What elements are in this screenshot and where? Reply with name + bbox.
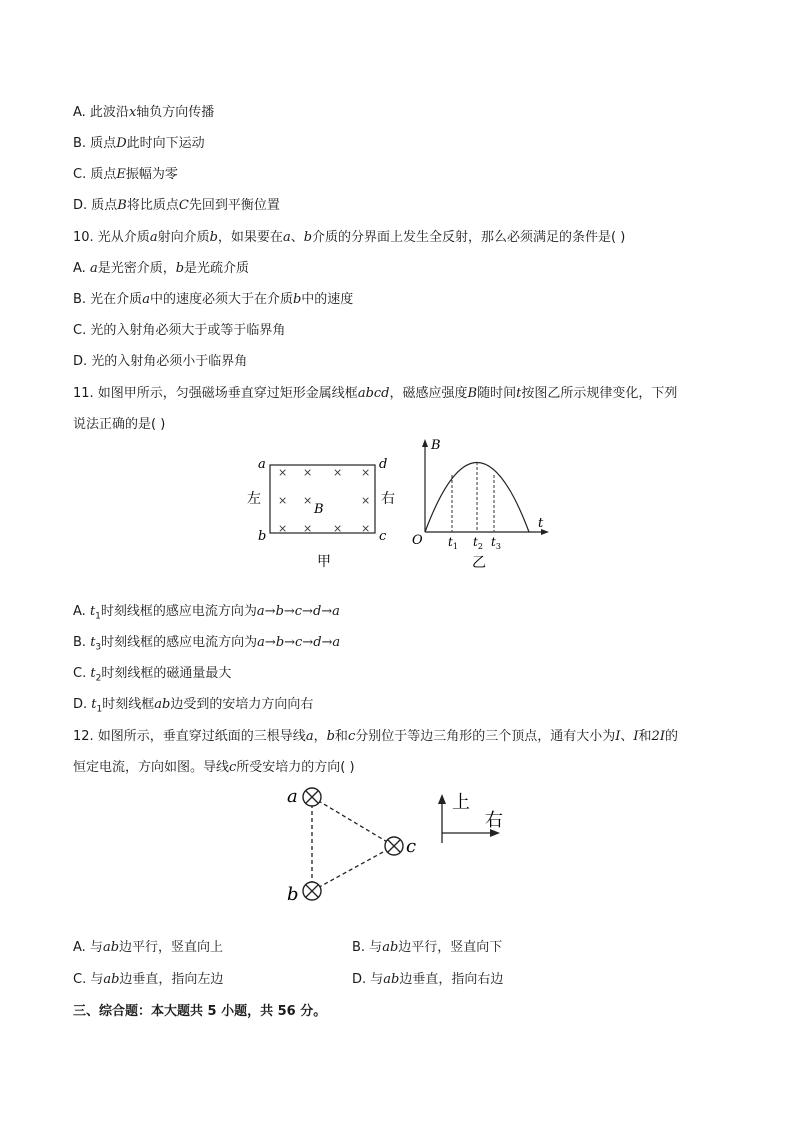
q12-stem-line1: 12. 如图所示，垂直穿过纸面的三根导线a，b和c分别位于等边三角形的三个顶点，通有大小为I、I和2I的: [73, 729, 678, 744]
tick-t2: $t_2$: [473, 535, 483, 551]
side-bc: [312, 846, 394, 891]
right-label: 右: [381, 491, 395, 507]
q12-stem-line2: 恒定电流，方向如图。导线c所受安培力的方向( ): [73, 760, 355, 775]
q11-figure-yi: [405, 435, 555, 575]
q9-option-c: C. 质点E振幅为零: [73, 167, 178, 182]
q12-figure: [280, 780, 520, 910]
field-cross-mark: ×: [361, 522, 371, 535]
right-label: 右: [485, 810, 503, 831]
q11-option-b: B. $t_3$时刻线框的感应电流方向为a→b→c→d→a: [73, 635, 341, 653]
field-cross-mark: ×: [333, 522, 343, 535]
magnetic-field-crosses: [278, 466, 370, 535]
q9-option-a: A. 此波沿x轴负方向传播: [73, 105, 215, 120]
field-cross-mark: ×: [278, 466, 288, 479]
q9-option-d: D. 质点B将比质点C先回到平衡位置: [73, 198, 280, 213]
q12-option-a: A. 与ab边平行，竖直向上: [73, 940, 224, 955]
field-cross-mark: ×: [303, 466, 313, 479]
q11-option-d: D. $t_1$时刻线框ab边受到的安培力方向向右: [73, 697, 314, 715]
t-axis-label: t: [538, 516, 544, 531]
tick-t3: $t_3$: [491, 535, 501, 551]
origin-label: O: [412, 533, 423, 548]
wire-b-into-page-icon: [303, 882, 321, 900]
left-label: 左: [247, 491, 261, 507]
up-label: 上: [452, 792, 470, 813]
q10-option-d: D. 光的入射角必须小于临界角: [73, 354, 248, 369]
field-cross-mark: ×: [333, 466, 343, 479]
q11-option-c: C. $t_2$时刻线框的磁通量最大: [73, 666, 232, 684]
corner-c-label: c: [379, 529, 387, 544]
q12-option-b: B. 与ab边平行，竖直向下: [352, 940, 503, 955]
wire-a-label: a: [287, 786, 298, 807]
b-axis-label: B: [431, 438, 441, 453]
field-cross-mark: ×: [361, 466, 371, 479]
corner-a-label: a: [258, 457, 266, 472]
field-cross-mark: ×: [278, 494, 288, 507]
q11-stem-line2: 说法正确的是( ): [73, 417, 166, 432]
field-cross-mark: ×: [278, 522, 288, 535]
tick-t1: $t_1$: [448, 535, 458, 551]
b-axis-arrow: [422, 439, 428, 447]
q10-option-c: C. 光的入射角必须大于或等于临界角: [73, 323, 286, 338]
wire-c-label: c: [406, 836, 417, 857]
field-label: B: [314, 502, 324, 517]
side-ac: [312, 797, 394, 846]
wire-b-label: b: [287, 884, 299, 905]
field-cross-mark: ×: [303, 522, 313, 535]
q11-stem-line1: 11. 如图甲所示，匀强磁场垂直穿过矩形金属线框abcd，磁感应强度B随时间t按图乙所示规律变化，下列: [73, 386, 678, 401]
q12-option-c: C. 与ab边垂直，指向左边: [73, 972, 224, 987]
field-cross-mark: ×: [303, 494, 313, 507]
wire-a-into-page-icon: [303, 788, 321, 806]
q10-option-a: A. a是光密介质，b是光疏介质: [73, 261, 250, 276]
up-arrow-icon: [438, 794, 446, 804]
field-cross-mark: ×: [361, 494, 371, 507]
q12-option-d: D. 与ab边垂直，指向右边: [352, 972, 504, 987]
q10-stem: 10. 光从介质a射向介质b，如果要在a、b介质的分界面上发生全反射，那么必须满足的条件是( ): [73, 230, 626, 245]
wire-c-into-page-icon: [385, 837, 403, 855]
q10-option-b: B. 光在介质a中的速度必须大于在介质b中的速度: [73, 292, 354, 307]
q11-figure-jia: [240, 450, 410, 575]
corner-d-label: d: [379, 457, 388, 472]
q9-option-b: B. 质点D此时向下运动: [73, 136, 205, 151]
section-3-heading: 三、综合题：本大题共 5 小题，共 56 分。: [73, 1004, 327, 1019]
figure-caption-yi: 乙: [472, 555, 486, 571]
figure-caption-jia: 甲: [317, 554, 331, 570]
q11-option-a: A. $t_1$时刻线框的感应电流方向为a→b→c→d→a: [73, 604, 340, 622]
corner-b-label: b: [258, 529, 267, 544]
